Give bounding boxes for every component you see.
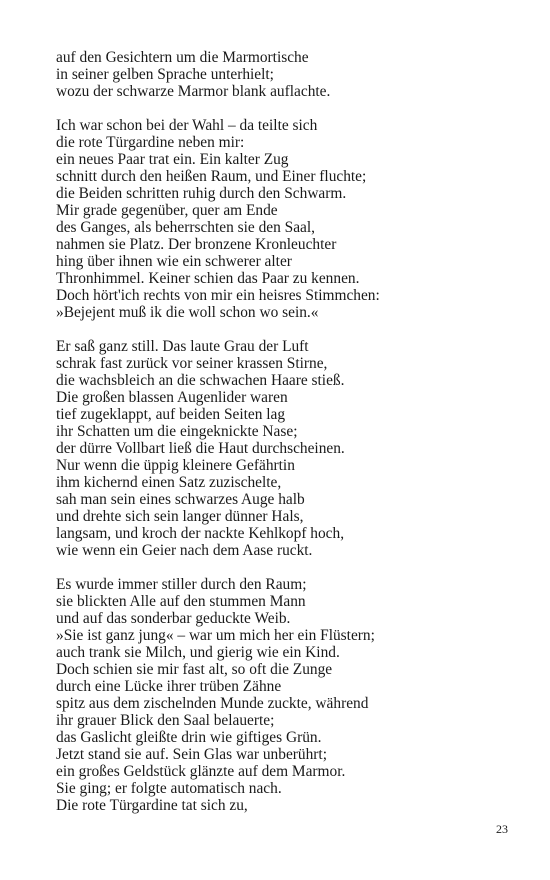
verse-line: langsam, und kroch der nackte Kehlkopf hoch, (56, 525, 345, 542)
verse-line: das Gaslicht gleißte drin wie giftiges Grün. (56, 729, 322, 746)
verse-line: Jetzt stand sie auf. Sein Glas war unberührt; (56, 746, 327, 763)
verse-line: und drehte sich sein langer dünner Hals, (56, 508, 304, 525)
verse-line: Es wurde immer stiller durch den Raum; (56, 576, 307, 593)
verse-line: sah man sein eines schwarzes Auge halb (56, 491, 305, 508)
verse-line: die Beiden schritten ruhig durch den Schwarm. (56, 185, 347, 202)
verse-line: ihr Schatten um die eingeknickte Nase; (56, 423, 298, 440)
page-number: 23 (496, 822, 508, 836)
stanza-3 (56, 338, 526, 559)
verse-line: »Sie ist ganz jung« – war um mich her ein Flüstern; (56, 627, 375, 644)
verse-line: der dürre Vollbart ließ die Haut durchscheinen. (56, 440, 345, 457)
verse-line: Ich war schon bei der Wahl – da teilte sich (56, 117, 318, 134)
verse-line: wie wenn ein Geier nach dem Aase ruckt. (56, 542, 313, 559)
stanza-1 (56, 49, 526, 100)
verse-line: Nur wenn die üppig kleinere Gefährtin (56, 457, 295, 474)
verse-line: wozu der schwarze Marmor blank auflachte. (56, 83, 331, 100)
verse-line: durch eine Lücke ihrer trüben Zähne (56, 678, 282, 695)
verse-line: schrak fast zurück vor seiner krassen Stirne, (56, 355, 328, 372)
verse-line: sie blickten Alle auf den stummen Mann (56, 593, 306, 610)
verse-line: des Ganges, als beherrschten sie den Saal, (56, 219, 315, 236)
poem-text (56, 49, 526, 831)
verse-line: Thronhimmel. Keiner schien das Paar zu kennen. (56, 270, 360, 287)
verse-line: die wachsbleich an die schwachen Haare stieß. (56, 372, 345, 389)
verse-line: und auf das sonderbar geduckte Weib. (56, 610, 291, 627)
verse-line: auf den Gesichtern um die Marmortische (56, 49, 309, 66)
verse-line: Die rote Türgardine tat sich zu, (56, 797, 248, 814)
verse-line: ihm kichernd einen Satz zuzischelte, (56, 474, 282, 491)
verse-line: tief zugeklappt, auf beiden Seiten lag (56, 406, 286, 423)
verse-line: Sie ging; er folgte automatisch nach. (56, 780, 282, 797)
verse-line: hing über ihnen wie ein schwerer alter (56, 253, 292, 270)
verse-line: die rote Türgardine neben mir: (56, 134, 245, 151)
verse-line: ihr grauer Blick den Saal belauerte; (56, 712, 275, 729)
verse-line: Doch hört'ich rechts von mir ein heisres Stimmchen: (56, 287, 380, 304)
verse-line: Doch schien sie mir fast alt, so oft die Zunge (56, 661, 333, 678)
verse-line: in seiner gelben Sprache unterhielt; (56, 66, 274, 83)
verse-line: ein großes Geldstück glänzte auf dem Marmor. (56, 763, 346, 780)
verse-line: Er saß ganz still. Das laute Grau der Luft (56, 338, 309, 355)
verse-line: »Bejejent muß ik die woll schon wo sein.« (56, 304, 319, 321)
verse-line: auch trank sie Milch, und gierig wie ein Kind. (56, 644, 340, 661)
verse-line: schnitt durch den heißen Raum, und Einer fluchte; (56, 168, 367, 185)
stanza-2 (56, 117, 526, 321)
verse-line: Mir grade gegenüber, quer am Ende (56, 202, 278, 219)
stanza-4 (56, 576, 526, 814)
verse-line: nahmen sie Platz. Der bronzene Kronleuchter (56, 236, 337, 253)
verse-line: ein neues Paar trat ein. Ein kalter Zug (56, 151, 289, 168)
verse-line: spitz aus dem zischelnden Munde zuckte, während (56, 695, 369, 712)
verse-line: Die großen blassen Augenlider waren (56, 389, 288, 406)
